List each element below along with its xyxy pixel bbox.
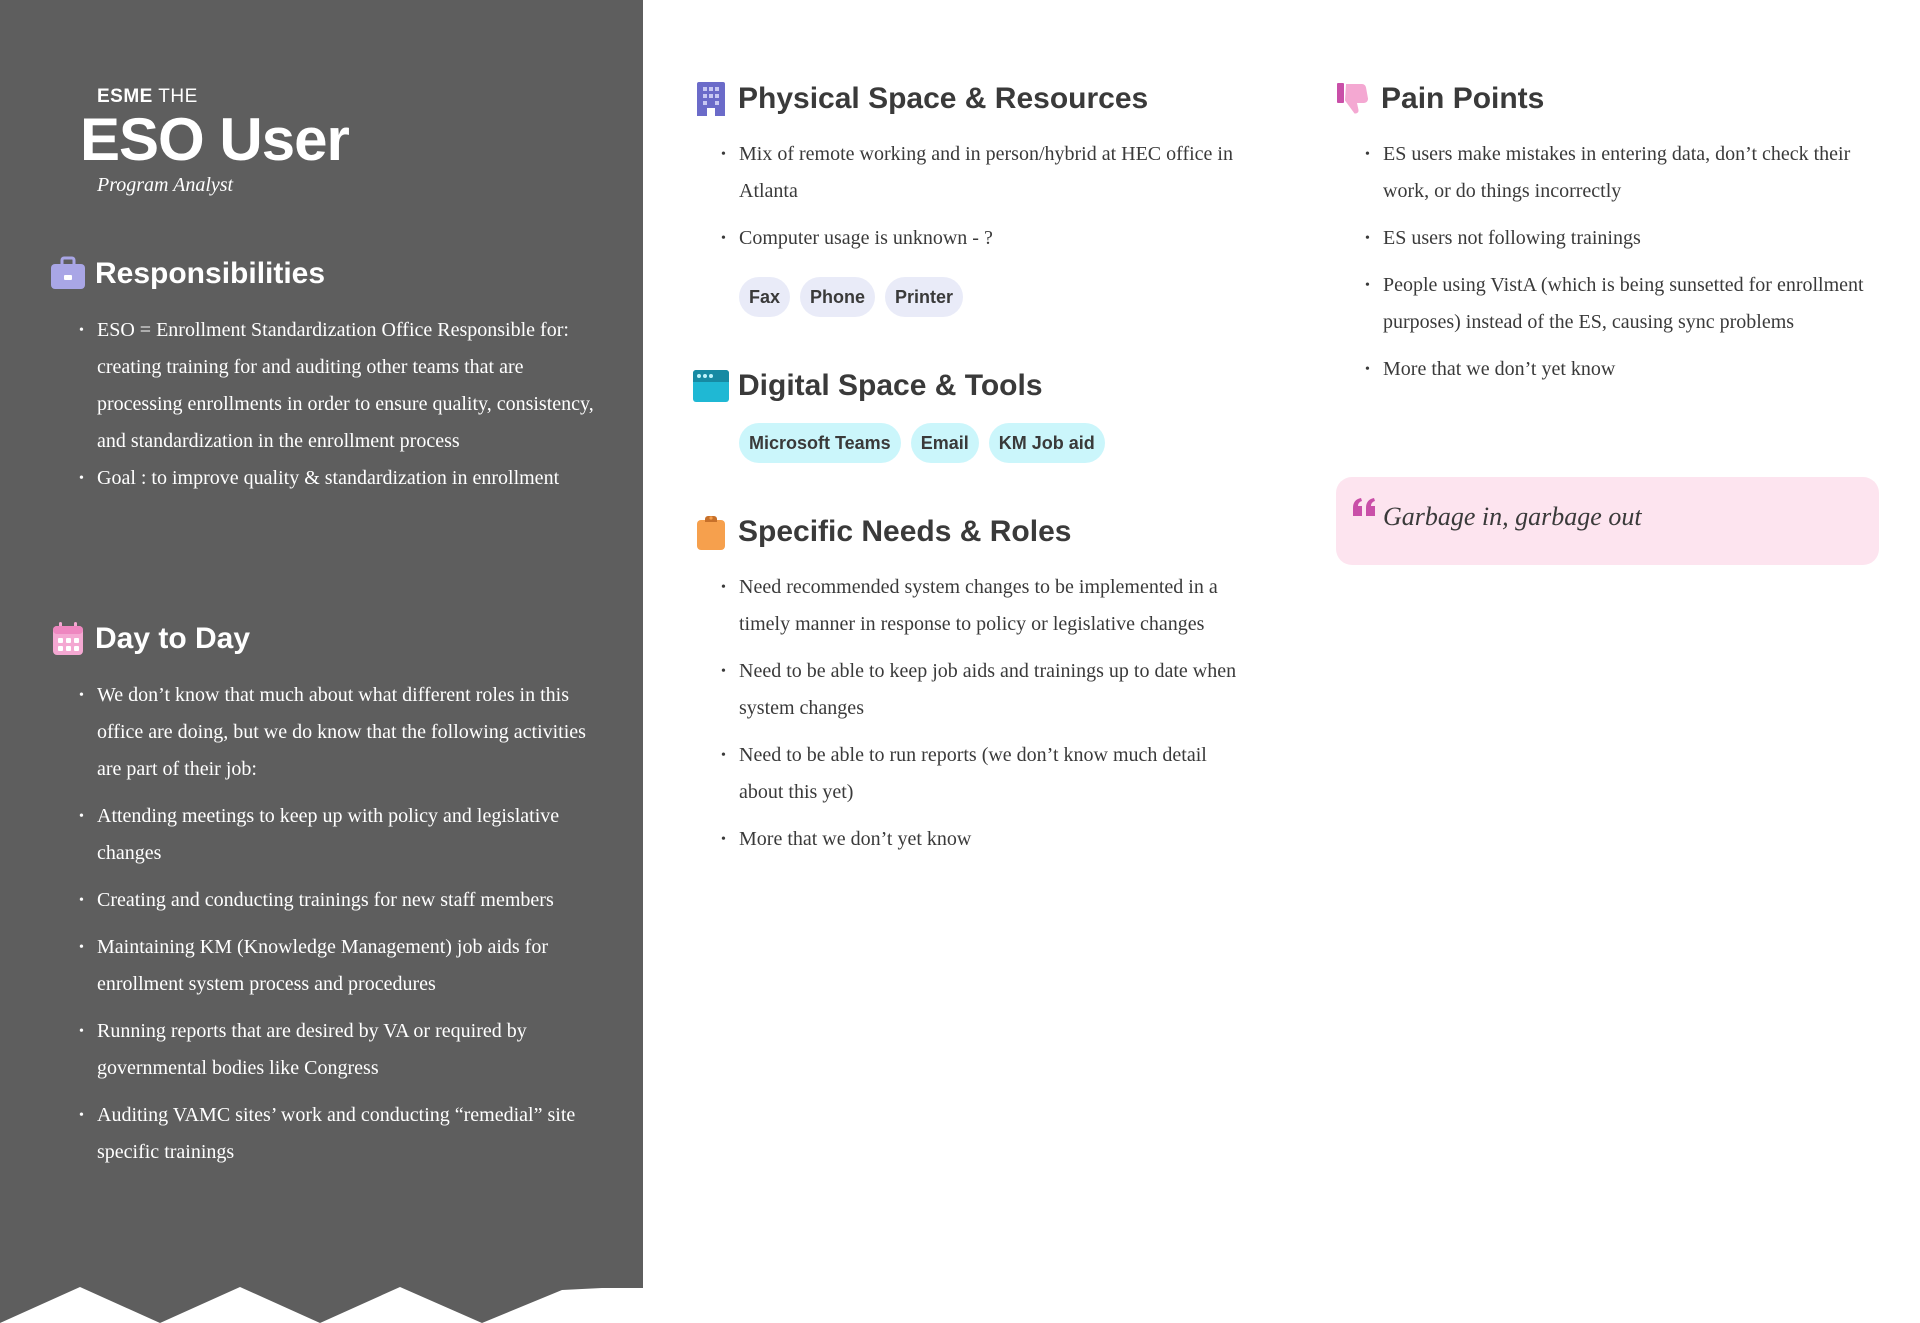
chip-phone: Phone — [800, 277, 875, 317]
specific-needs-title: Specific Needs & Roles — [738, 515, 1072, 548]
list-item: • Running reports that are desired by VA or required by governmental bodies like Congress — [97, 1013, 607, 1087]
pain-points-heading — [1335, 80, 1544, 118]
list-item: • Need to be able to run reports (we don’t know much detail about this yet) — [739, 737, 1239, 811]
digital-space-chips — [739, 423, 1105, 463]
list-item: • Mix of remote working and in person/hybrid at HEC office in Atlanta — [739, 136, 1239, 210]
list-item: • Auditing VAMC sites’ work and conducting “remedial” site specific trainings — [97, 1097, 607, 1171]
quote-mark-icon — [1351, 496, 1377, 523]
pain-points-title: Pain Points — [1381, 82, 1545, 115]
building-icon — [692, 80, 730, 118]
list-item: • Need to be able to keep job aids and trainings up to date when system changes — [739, 653, 1239, 727]
responsibilities-title: Responsibilities — [95, 257, 326, 290]
list-item: • People using VistA (which is being sunsetted for enrollment purposes) instead of the ES, causing sync problems — [1383, 267, 1888, 341]
digital-space-title: Digital Space & Tools — [738, 369, 1043, 402]
calendar-icon — [49, 620, 87, 658]
persona-title: ESO User — [80, 106, 349, 173]
list-item: • We don’t know that much about what different roles in this office are doing, but we do know that the following activities are part of their job: — [97, 677, 607, 788]
persona-role: Program Analyst — [97, 174, 234, 196]
clipboard-icon — [692, 513, 730, 551]
kicker-bold: ESME — [97, 86, 153, 107]
briefcase-icon — [49, 255, 87, 293]
list-item: • ES users make mistakes in entering data, don’t check their work, or do things incorrectly — [1383, 136, 1888, 210]
browser-window-icon — [692, 367, 730, 405]
physical-space-chips — [739, 277, 963, 317]
chip-fax: Fax — [739, 277, 790, 317]
chip-km-job-aid: KM Job aid — [989, 423, 1105, 463]
list-item: • ESO = Enrollment Standardization Office Responsible for: creating training for and auditing other teams that are processing enrollments in order to ensure quality, consistency, and standardization in the enrollment process — [97, 312, 597, 460]
day-to-day-list — [97, 677, 607, 1181]
list-item: • More that we don’t yet know — [739, 821, 1239, 858]
physical-space-heading — [692, 80, 1148, 118]
list-item: • ES users not following trainings — [1383, 220, 1888, 257]
physical-space-list — [739, 136, 1239, 267]
list-item: • Computer usage is unknown - ? — [739, 220, 1239, 257]
chip-microsoft-teams: Microsoft Teams — [739, 423, 901, 463]
chip-printer: Printer — [885, 277, 963, 317]
digital-space-heading — [692, 367, 1043, 405]
quote-text: Garbage in, garbage out — [1383, 502, 1642, 531]
persona-panel — [0, 0, 643, 1323]
day-to-day-title: Day to Day — [95, 622, 251, 655]
list-item: • Need recommended system changes to be implemented in a timely manner in response to policy or legislative changes — [739, 569, 1239, 643]
responsibilities-list — [97, 312, 597, 497]
thumbs-down-icon — [1335, 80, 1373, 118]
responsibilities-heading — [49, 255, 325, 293]
specific-needs-heading — [692, 513, 1071, 551]
pain-points-list — [1383, 136, 1888, 398]
list-item: • More that we don’t yet know — [1383, 351, 1888, 388]
list-item: • Creating and conducting trainings for new staff members — [97, 882, 607, 919]
kicker-rest: THE — [158, 86, 198, 107]
chip-email: Email — [911, 423, 979, 463]
physical-space-title: Physical Space & Resources — [738, 82, 1149, 115]
list-item: • Goal : to improve quality & standardization in enrollment — [97, 460, 597, 497]
list-item: • Attending meetings to keep up with policy and legislative changes — [97, 798, 607, 872]
list-item: • Maintaining KM (Knowledge Management) job aids for enrollment system process and procedures — [97, 929, 607, 1003]
specific-needs-list — [739, 569, 1239, 868]
day-to-day-heading — [49, 620, 250, 658]
